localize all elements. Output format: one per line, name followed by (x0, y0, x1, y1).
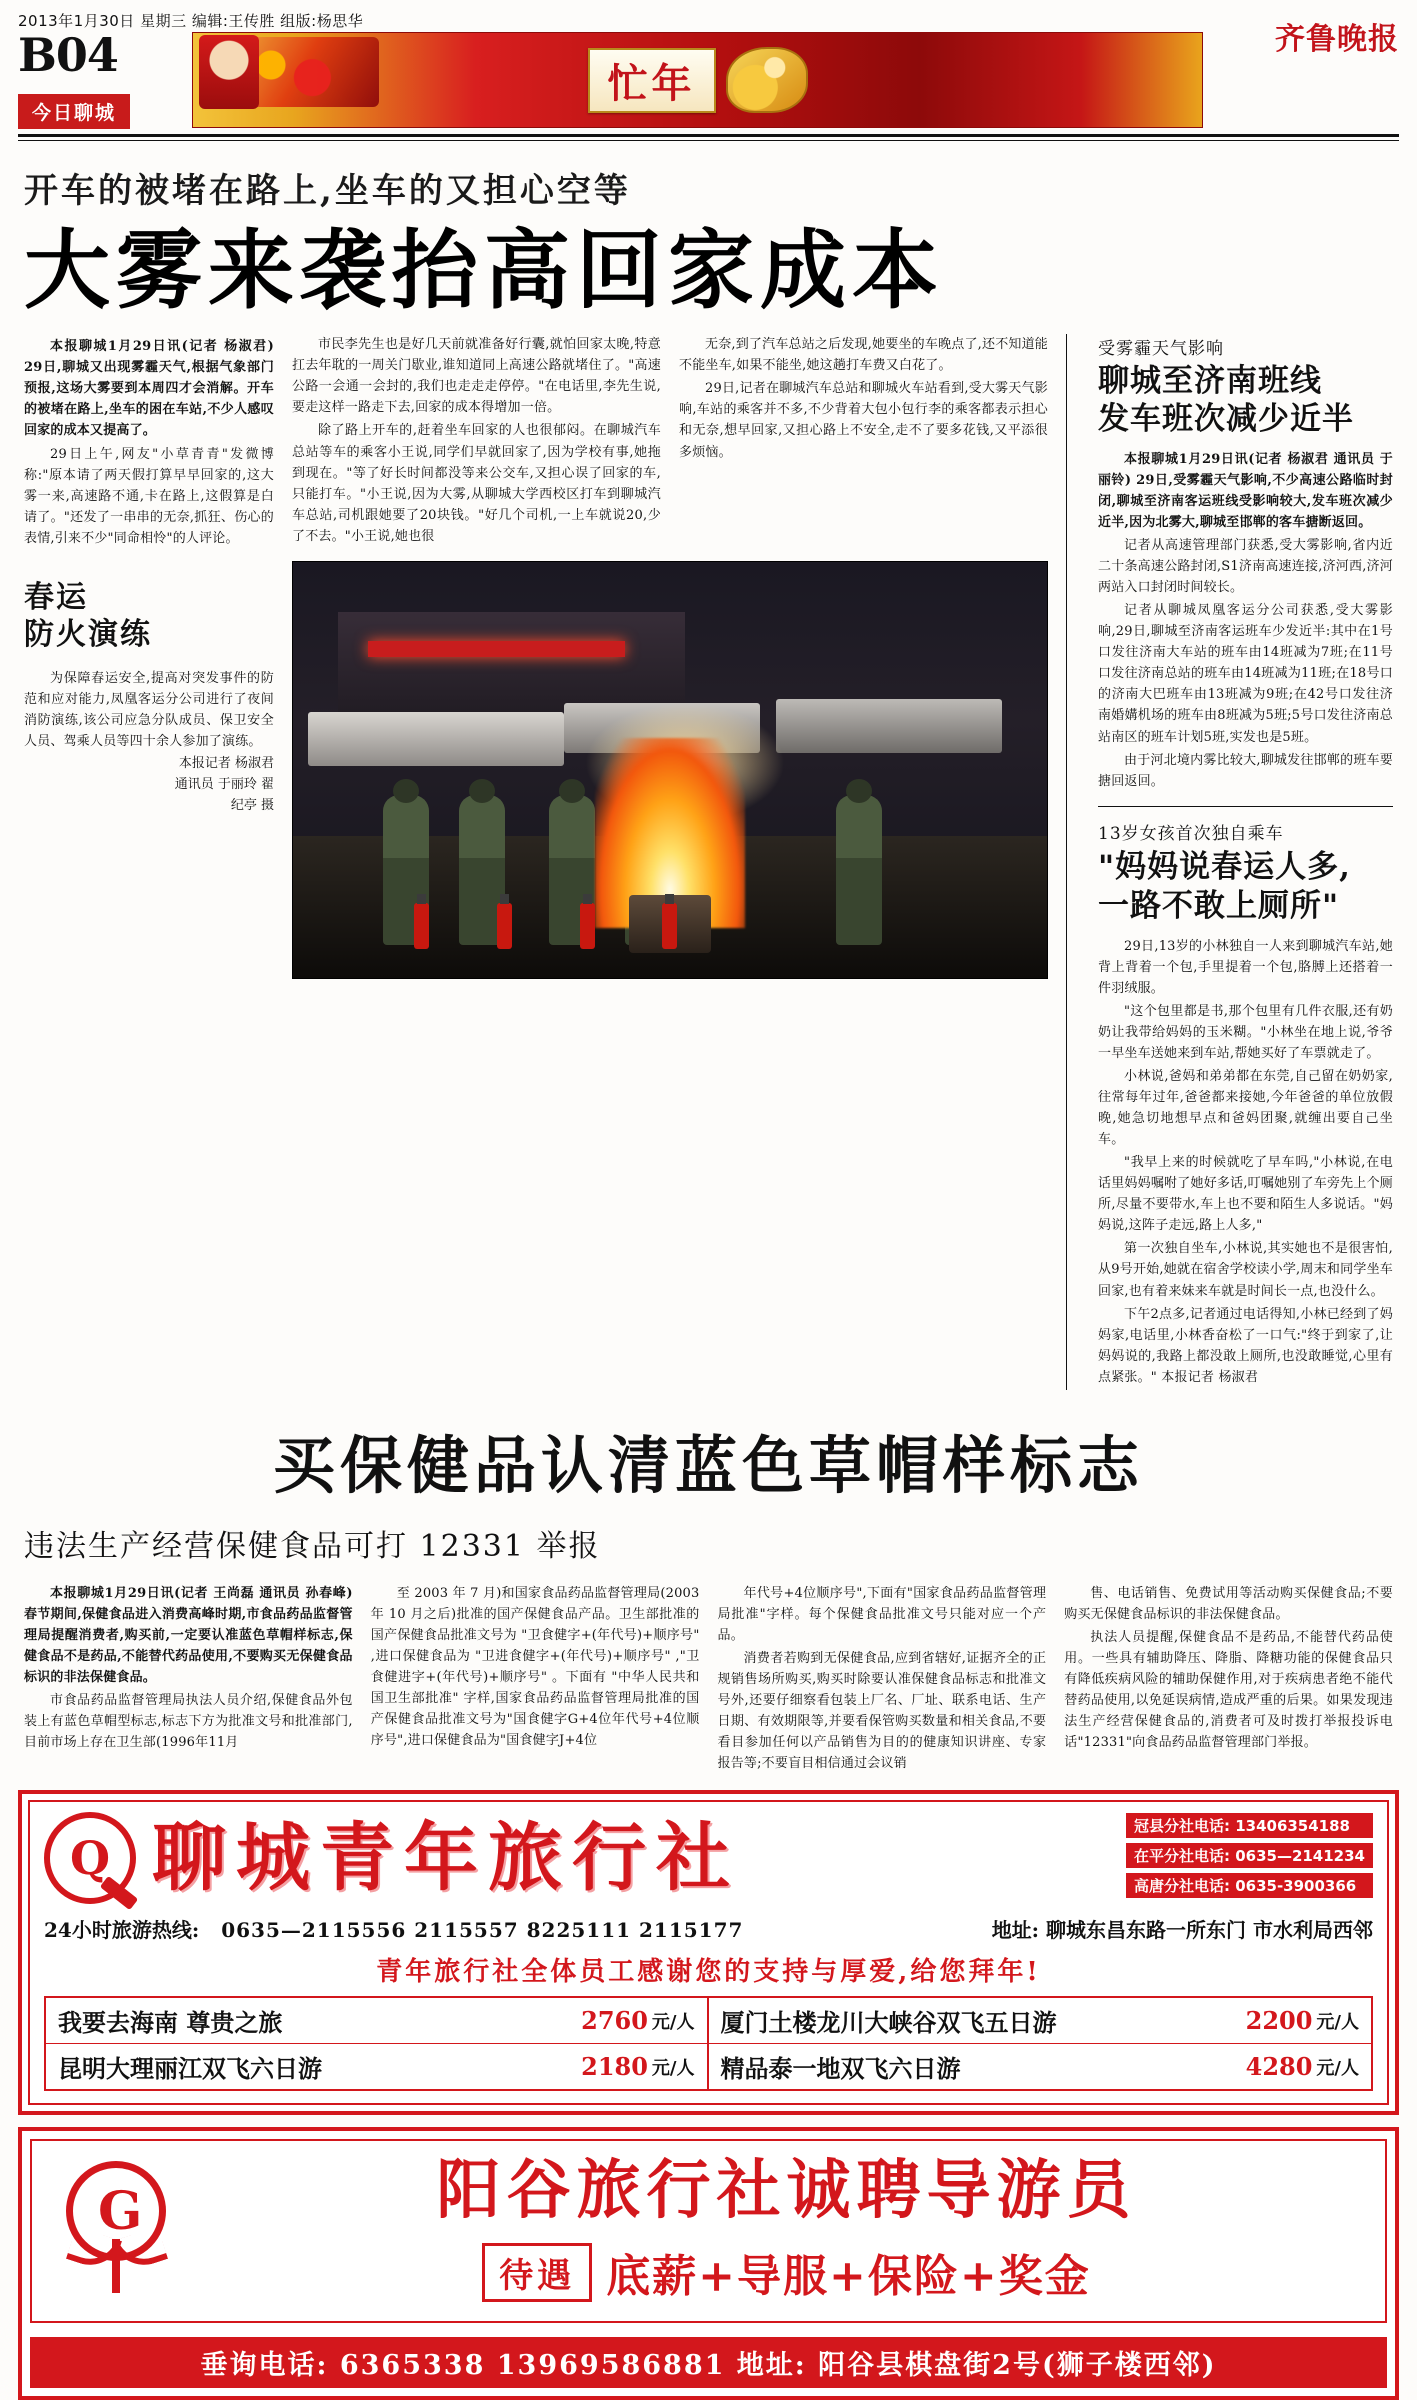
offer-row-4[interactable] (709, 2044, 1372, 2089)
sidebar-bottom-eyebrow: 13岁女孩首次独自乘车 (1098, 823, 1284, 844)
sidebar-bottom-headline-l2: 一路不敢上厕所" (1098, 887, 1340, 924)
masthead-left (18, 10, 364, 128)
lead-headline: 大雾来袭抬高回家成本 (24, 220, 944, 321)
travel-address: 地址: 聊城东昌东路一所东门 市水利局西邻 (991, 1918, 1373, 1943)
sidebar-bottom-p5: 第一次独自坐车,小林说,其实她也不是很害怕,从9号开始,她就在宿舍学校读小学,周末和同学坐车回家,也有着来妹来车就是时间长一点,也没什么。 (1098, 1241, 1393, 1299)
second-col-1 (24, 1583, 353, 1776)
travel-slogan: 青年旅行社全体员工感谢您的支持与厚爱,给您拜年! (376, 1957, 1041, 1988)
lead-col3-p1: 无奈,到了汽车总站之后发现,她要坐的车晚点了,还不知道能不能坐车,如果不能坐,她这趟打车费又白花了。 (679, 337, 1048, 374)
offer-name-4: 精品泰一地双飞六日游 (720, 2054, 961, 2084)
second-c1-p2: 市食品药品监督管理局执法人员介绍,保健食品外包装上有蓝色草帽型标志,标志下方为批准文号和批准部门,目前市场上存在卫生部(1996年11月 (24, 1692, 353, 1751)
travel-company-name: 聊城青年旅行社 (152, 1815, 740, 1902)
newspaper-page (0, 10, 1417, 2393)
sidebar-bottom-headline (1098, 848, 1393, 926)
photo-extinguisher-1 (414, 903, 429, 949)
hotline-label: 24小时旅游热线: (44, 1918, 200, 1943)
lead-col1-p2: 29日上午,网友"小草青青"发微博称:"原本请了两天假打算早早回家的,这大雾一来,高速路不通,卡在路上,这假算是白请了。"还发了一串串的无奈,抓狂、伤心的表情,引来不少"同命相怜"的人评论。 (24, 446, 274, 546)
photo-credit-2: 通讯员 于丽玲 翟 (174, 776, 274, 792)
page-folio: B04 (18, 28, 118, 82)
lead-headline-block (24, 163, 1393, 321)
logo-letter: G (98, 2181, 143, 2243)
travel-branch-list (1126, 1813, 1373, 1903)
logo-stem (112, 2239, 120, 2293)
second-c1-p1: 本报聊城1月29日讯(记者 王尚磊 通讯员 孙春峰) 春节期间,保健食品进入消费高峰时期,市食品药品监督管理局提醒消费者,购买前,一定要认准蓝色草帽样标志,保健食品不是药品,不能替代药品使用,不要购买无保健食品标识的非法保健食品。 (24, 1585, 353, 1685)
photo-credit (24, 754, 274, 816)
sidebar-top-headline-l2: 发车班次减少近半 (1098, 401, 1354, 438)
travel-agency-logo-icon (44, 1812, 136, 1904)
sidebar-top-headline (1098, 363, 1393, 439)
offer-unit-1: 元/人 (651, 2011, 695, 2033)
second-col-2 (371, 1583, 700, 1776)
branch-phone-3[interactable]: 高唐分社电话: 0635-3900366 (1126, 1873, 1373, 1898)
sidebar-bottom-p2: "这个包里都是书,那个包里有几件衣服,还有奶奶让我带给妈妈的玉米糊。"小林坐在地上说,爷爷一早坐车送她来到车站,帮她买好了车票就走了。 (1098, 1003, 1393, 1061)
sidebar-bottom-headline-l1: "妈妈说春运人多, (1098, 848, 1351, 885)
travel-hotline-row (44, 1914, 1373, 1943)
section-label: 今日聊城 (18, 94, 130, 129)
newspaper-logo (1203, 10, 1399, 128)
child-photo (199, 35, 259, 109)
hotline-numbers[interactable]: 0635—2115556 2115557 8225111 2115177 (221, 1918, 744, 1943)
banner-title: 忙年 (588, 48, 716, 113)
sidebar-divider (1098, 806, 1393, 807)
snake-zodiac-icon (726, 47, 808, 113)
photo-station-sign (368, 641, 624, 657)
photo-title-line2: 防火演练 (24, 617, 152, 653)
newspaper-logo-text: 齐鲁晚报 (1275, 22, 1399, 57)
recruit-title: 阳谷旅行社诚聘导游员 (436, 2152, 1137, 2228)
sidebar-top-p4: 由于河北境内雾比较大,聊城发往邯郸的班车要搪回返回。 (1098, 752, 1393, 789)
masthead (18, 10, 1399, 128)
column-separator (1066, 334, 1080, 1389)
offer-name-1: 我要去海南 尊贵之旅 (58, 2008, 283, 2038)
recruit-terms-row (204, 2240, 1369, 2304)
second-c3-p2: 消费者若购到无保健食品,应到省辖好,证据齐全的正规销售场所购买,购买时除要认准保健食品标志和批准文号外,还要仔细察看包装上厂名、厂址、联系电话、生产日期、有效期限等,并要看保管购买数量和相关食品,不要看目参加任何以产品销售为目的的健康知识讲座、专家报告等;不要盲目相信通过会议销 (717, 1650, 1047, 1772)
second-c4-p1: 售、电话销售、免费试用等活动购买保健食品;不要购买无保健食品标识的非法保健食品。 (1064, 1585, 1393, 1622)
branch-phone-2[interactable]: 在平分社电话: 0635—2141234 (1126, 1843, 1373, 1868)
photo-caption-column (24, 334, 274, 1389)
offer-price-2: 2200 (1245, 2006, 1313, 2036)
second-c2-p1: 至 2003 年 7 月)和国家食品药品监督管理局(2003 年 10 月之后)批准的国产保健食品产品。卫生部批准的国产保健食品批准文号为 "卫食健字+(年代号)+顺序号" ,进口保健食品为 "卫进食健字+(年代号)+顺序号" ,"卫食健进字+(年代号)+顺序号" 。下面有 "中华人民共和国卫生部批准" 字样,国家食品药品监督管理局批准的国产保健食品批准文号为"国食健字G+4位年代号+4位顺序号",进口保健食品为"国食健字J+4位 (370, 1585, 700, 1749)
photo-credit-3: 纪亭 摄 (230, 797, 274, 813)
lead-column-3 (679, 334, 1048, 1389)
masthead-rule-thin (18, 140, 1399, 141)
sidebar-bottom-p3: 小林说,爸妈和弟弟都在东莞,自己留在奶奶家,往常每年过年,爸爸都来接她,今年爸爸的单位放假晚,她急切地想早点和爸妈团聚,就缠出要自己坐车。 (1098, 1069, 1393, 1148)
sidebar-top-p2: 记者从高速管理部门获悉,受大雾影响,省内近二十条高速公路封闭,S1济南高速连接,济河西,济河两站入口封闭时间较长。 (1098, 538, 1393, 596)
ad-travel-inner (28, 1800, 1389, 2105)
sidebar-top-headline-l1: 聊城至济南班线 (1098, 363, 1322, 400)
ad-recruitment[interactable] (18, 2127, 1399, 2400)
sidebar-top-p1: 本报聊城1月29日讯(记者 杨淑君 通讯员 于丽铃) 29日,受雾霾天气影响,不少高速公路临时封闭,聊城至济南客运班线受影响较大,发车班次减少近半,因为北雾大,聊城至邯郸的客车搪断返回。 (1098, 451, 1393, 531)
masthead-rule (18, 134, 1399, 137)
recruit-badge: 待遇 (482, 2243, 592, 2302)
second-subhead: 违法生产经营保健食品可打 12331 举报 (24, 1528, 601, 1564)
photo-caption-body: 为保障春运安全,提高对突发事件的防范和应对能力,凤凰客运分公司进行了夜间消防演练,该公司应急分队成员、保卫安全人员、驾乘人员等四十余人参加了演练。 (24, 670, 274, 749)
lead-kicker: 开车的被堵在路上,坐车的又担心空等 (24, 171, 631, 211)
second-c3-p1: 年代号+4位顺序号",下面有"国家食品药品监督管理局批准"字样。每个保健食品批准文号只能对应一个产品。 (717, 1585, 1047, 1643)
festive-banner (192, 32, 1203, 128)
photo-extinguisher-4 (662, 903, 677, 949)
recruit-terms: 底薪+导服+保险+奖金 (606, 2251, 1091, 2303)
offer-row-3[interactable] (46, 2044, 709, 2089)
offer-price-4: 4280 (1245, 2052, 1313, 2082)
travel-logo-letter: Q (69, 1831, 111, 1886)
photo-extinguisher-3 (580, 903, 595, 949)
ad-travel-header (44, 1812, 1373, 1904)
travel-offers-table (44, 1996, 1373, 2091)
offer-price-3: 2180 (581, 2052, 648, 2082)
ad-recruit-main (204, 2152, 1369, 2304)
ad-travel-agency[interactable] (18, 1790, 1399, 2115)
photo-bus-1 (308, 712, 564, 766)
second-c4-p2: 执法人员提醒,保健食品不是药品,不能替代药品使用。一些具有辅助降压、降脂、降糖功能的保健食品只有降低疾病风险的辅助保健作用,对于疾病患者绝不能代替药品使用,以免延误病情,造成严重的后果。如果发现违法生产经营保健食品的,消费者可及时拨打举报投诉电话"12331"向食品药品监督管理部门举报。 (1064, 1629, 1393, 1751)
offer-unit-3: 元/人 (651, 2057, 695, 2079)
sidebar-bottom-p4: "我早上来的时候就吃了早车吗,"小林说,在电话里妈妈嘱咐了她好多话,叮嘱她别了车旁先上个厕所,尽量不要带水,车上也不要和陌生人多说话。"妈妈说,这阵子走远,路上人多," (1098, 1155, 1393, 1234)
second-headline: 买保健品认清蓝色草帽样标志 (272, 1428, 1144, 1502)
sidebar-column (1098, 334, 1393, 1389)
sidebar-bottom-p6: 下午2点多,记者通过电话得知,小林已经到了妈妈家,电话里,小林香奋松了一口气:"终于到家了,让妈妈说的,我路上都没敢上厕所,也没敢睡觉,心里有点紧张。" 本报记者 杨淑君 (1098, 1306, 1393, 1385)
photo-title (24, 579, 274, 654)
lead-col2-p2: 除了路上开车的,赶着坐车回家的人也很郁闷。在聊城汽车总站等车的乘客小王说,同学们早就回家了,因为学校有事,她拖到现在。"等了好长时间都没等来公交车,又担心误了回家的车,只能打车。"小王说,因为大雾,从聊城大学西校区打车到聊城汽车总站,司机跟她要了20块钱。"好几个司机,一上车就说20,少了不去。"小王说,她也很 (292, 423, 661, 544)
recruit-contact-footer[interactable]: 垂询电话: 6365338 13969586881 地址: 阳谷县棋盘街2号(狮子楼西邻) (30, 2337, 1387, 2388)
second-story-grid (24, 1583, 1393, 1776)
lead-column-2 (292, 334, 661, 1389)
offer-unit-4: 元/人 (1316, 2057, 1359, 2079)
lead-col3-p2: 29日,记者在聊城汽车总站和聊城火车站看到,受大雾天气影响,车站的乘客并不多,不少背着大包小包行李的乘客都表示担心和无奈,想早回家,又担心路上不安全,走不了要多花钱,又平添很多烦恼。 (679, 381, 1048, 460)
article-grid (24, 334, 1393, 1389)
ad-recruit-inner (30, 2139, 1387, 2323)
second-col-4 (1064, 1583, 1393, 1776)
photo-extinguisher-2 (497, 903, 512, 949)
offer-row-2[interactable] (709, 1998, 1372, 2044)
offer-price-1: 2760 (581, 2006, 648, 2036)
offer-name-3: 昆明大理丽江双飞六日游 (58, 2054, 322, 2084)
offer-unit-2: 元/人 (1316, 2011, 1359, 2033)
second-col-3 (718, 1583, 1047, 1776)
publication-date: 2013年1月30日 星期三 编辑:王传胜 组版:杨思华 (18, 12, 364, 30)
branch-phone-1[interactable]: 冠县分社电话: 13406354188 (1126, 1813, 1373, 1838)
sidebar-top-p3: 记者从聊城凤凰客运分公司获悉,受大雾影响,29日,聊城至济南客运班车少发近半:其中在1号口发往济南大车站的班车由14班减为7班;在11号口发往济南总站的班车由14班减为11班;在18号口的济南大巴班车由13班减为9班;在42号口发往济南婚媾机场的班车由8班减为5班;5号口发往济南总站南区的班车计划5班,实发也是5班。 (1098, 603, 1393, 745)
yanggu-travel-logo-icon (48, 2155, 186, 2305)
banner-title-group (588, 47, 808, 113)
sidebar-bottom-p1: 29日,13岁的小林独自一人来到聊城汽车站,她背上背着一个包,手里提着一个包,胳膊上还搭着一件羽绒服。 (1098, 938, 1393, 996)
offer-row-1[interactable] (46, 1998, 709, 2044)
lead-col1-p1: 本报聊城1月29日讯(记者 杨淑君) 29日,聊城又出现雾霾天气,根据气象部门预报,这场大雾要到本周四才会消解。开车的被堵在路上,坐车的困在车站,不少人感叹回家的成本又提高了。 (24, 339, 274, 439)
photo-credit-1: 本报记者 杨淑君 (178, 755, 274, 771)
photo-title-line1: 春运 (24, 579, 88, 615)
offer-name-2: 厦门土楼龙川大峡谷双飞五日游 (720, 2008, 1057, 2038)
sidebar-top-eyebrow: 受雾霾天气影响 (1098, 339, 1224, 360)
lead-col2-p1: 市民李先生也是好几天前就准备好行囊,就怕回家太晚,特意扛去年耽的一周关门歇业,谁知道同上高速公路就堵住了。"高速公路一会通一会封的,我们也走走走停停。"在电话里,李先生说,要走这样一路走下去,回家的成本得增加一倍。 (292, 337, 661, 416)
